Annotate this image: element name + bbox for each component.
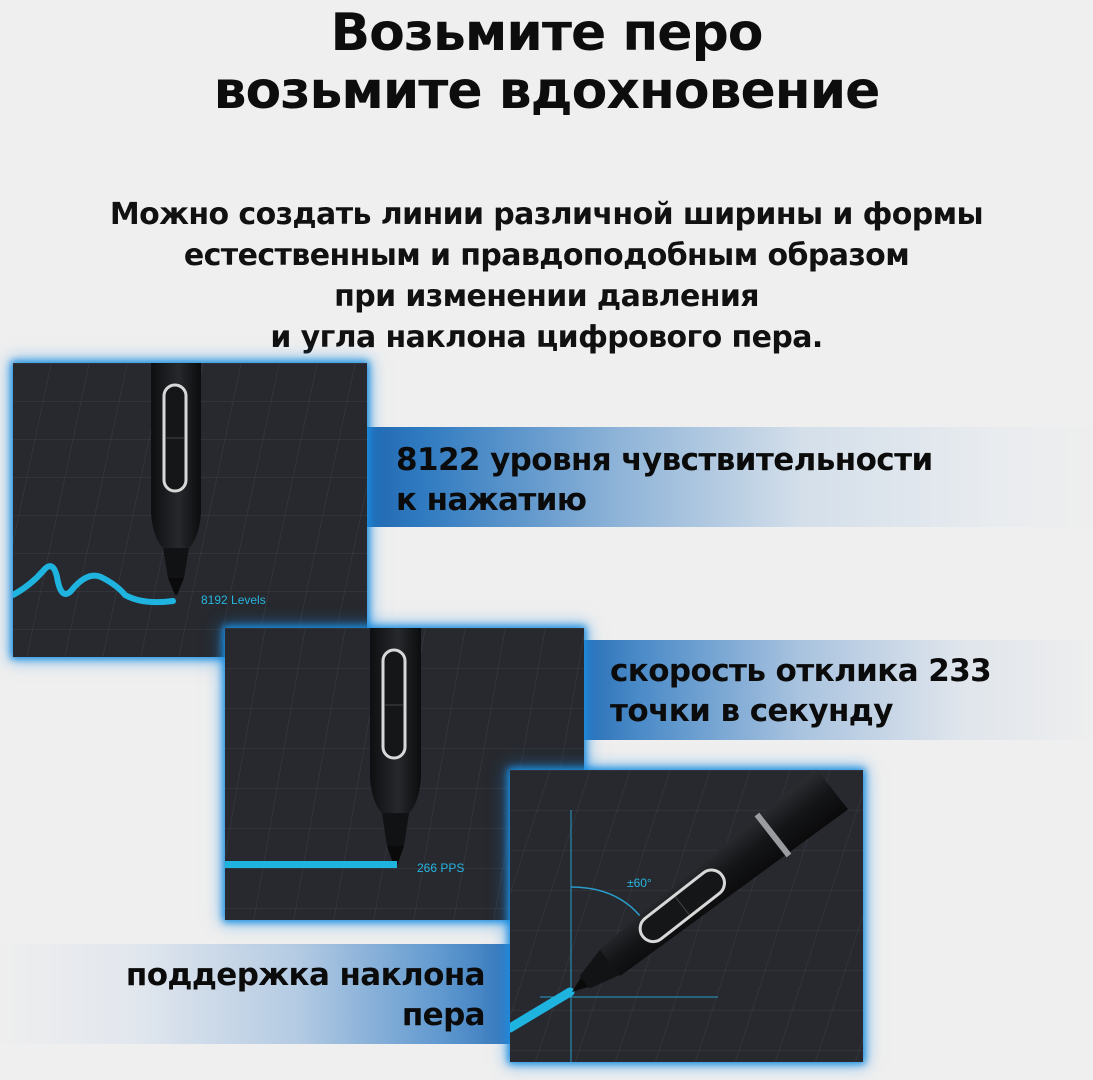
panel-pressure-label: 8192 Levels [201, 593, 266, 607]
panel-pressure [13, 363, 367, 657]
intro-line-1: Можно создать линии различной ширины и формы [109, 197, 984, 232]
feature-speed-line-1: скорость отклика 233 [610, 653, 992, 689]
feature-pressure-line-2: к нажатию [396, 482, 587, 518]
feature-tilt-text [60, 955, 485, 1035]
page-title-line-2: возьмите вдохновение [213, 61, 880, 121]
intro-text [0, 194, 1093, 358]
intro-line-2: естественным и правдоподобным образом [183, 238, 910, 273]
intro-line-3: при изменении давления [334, 279, 759, 314]
panel-tilt [510, 770, 863, 1062]
feature-pressure-line-1: 8122 уровня чувствительности [396, 442, 933, 478]
feature-tilt-line-1: поддержка наклона [125, 957, 485, 993]
panel-tilt-label: ±60° [627, 876, 652, 890]
page-title-line-1: Возьмите перо [330, 3, 763, 63]
feature-pressure-text [396, 440, 933, 520]
intro-line-4: и угла наклона цифрового пера. [270, 320, 823, 355]
feature-speed-line-2: точки в секунду [610, 693, 893, 729]
feature-tilt-line-2: пера [401, 997, 485, 1033]
panel-speed-label: 266 PPS [417, 861, 465, 875]
speed-stroke [225, 861, 397, 868]
page-title [0, 4, 1093, 120]
feature-speed-text [610, 651, 991, 731]
